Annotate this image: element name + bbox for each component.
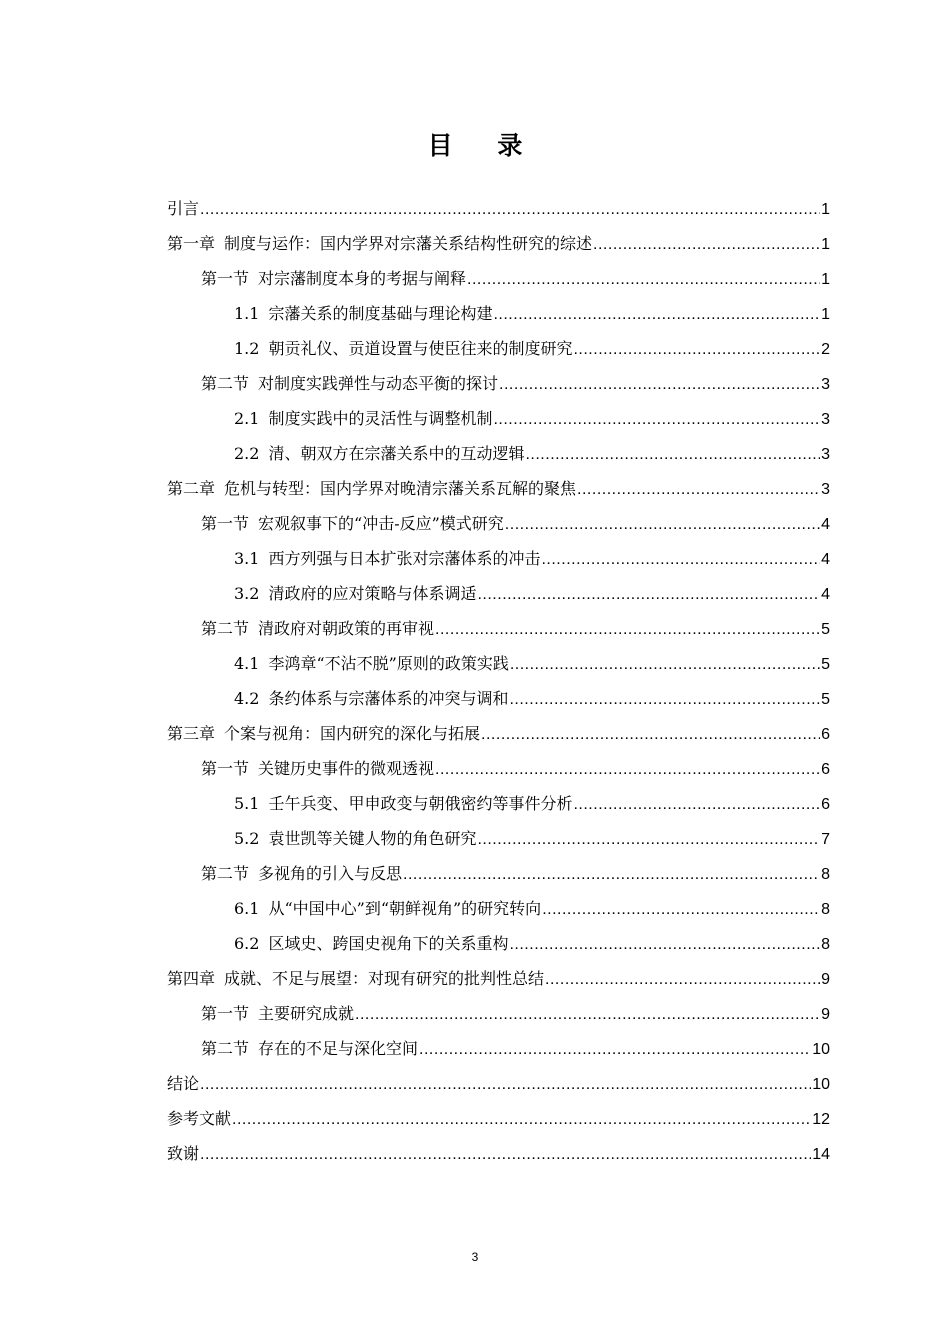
toc-entry[interactable]	[167, 611, 830, 646]
toc-entry-label: 从“中国中心”到“朝鲜视角”的研究转向	[268, 899, 542, 918]
toc-entry-number: 第一节	[201, 514, 250, 533]
toc-entry-label: 个案与视角：国内研究的深化与拓展	[224, 724, 481, 743]
toc-entry-page: 6	[821, 761, 830, 778]
dot-leader	[477, 822, 820, 857]
toc-entry-page: 8	[821, 866, 830, 883]
toc-entry-number: 6.2	[234, 934, 260, 953]
toc-entry-page: 9	[821, 971, 830, 988]
toc-entry-label: 多视角的引入与反思	[258, 864, 403, 883]
toc-entry-number: 第四章	[167, 969, 216, 988]
toc-entry-page: 10	[812, 1041, 830, 1058]
toc-entry-number: 4.1	[234, 654, 260, 673]
page-number: 3	[471, 1250, 479, 1264]
toc-entry-number: 第二章	[167, 479, 216, 498]
toc-entry[interactable]	[167, 226, 830, 261]
toc-entry-page: 1	[821, 201, 830, 218]
toc-entry-page: 9	[821, 1006, 830, 1023]
toc-entry-page: 1	[821, 271, 830, 288]
toc-entry[interactable]	[167, 366, 830, 401]
dot-leader	[541, 542, 820, 577]
toc-entry-page: 6	[821, 726, 830, 743]
toc-entry-label: 壬午兵变、甲申政变与朝俄密约等事件分析	[268, 794, 573, 813]
toc-entry-label: 清政府的应对策略与体系调适	[268, 584, 477, 603]
dot-leader	[593, 227, 820, 262]
toc-entry[interactable]	[167, 856, 830, 891]
toc-entry-number: 5.1	[234, 794, 260, 813]
toc-entry-number: 第三章	[167, 724, 216, 743]
toc-entry[interactable]	[167, 296, 830, 331]
toc-entry-page: 14	[812, 1146, 830, 1163]
toc-entry-page: 4	[821, 516, 830, 533]
dot-leader	[403, 857, 820, 892]
toc-entry[interactable]	[167, 681, 830, 716]
dot-leader	[509, 927, 820, 962]
toc-entry-page: 6	[821, 796, 830, 813]
toc-entry[interactable]	[167, 506, 830, 541]
toc-entry[interactable]	[167, 261, 830, 296]
toc-entry-page: 3	[821, 411, 830, 428]
toc-entry-number: 1.2	[234, 339, 260, 358]
toc-entry-label: 致谢	[167, 1144, 200, 1163]
toc-entry-label: 宗藩关系的制度基础与理论构建	[268, 304, 493, 323]
toc-entry-number: 第一节	[201, 759, 250, 778]
dot-leader	[200, 1137, 811, 1172]
toc-entry-number: 3.2	[234, 584, 260, 603]
toc-entry[interactable]	[167, 401, 830, 436]
toc-entry-page: 5	[821, 691, 830, 708]
toc-entry[interactable]	[167, 786, 830, 821]
toc-entry-page: 5	[821, 621, 830, 638]
dot-leader	[525, 437, 820, 472]
toc-entry-number: 第二节	[201, 374, 250, 393]
dot-leader	[542, 892, 820, 927]
dot-leader	[573, 787, 820, 822]
toc-entry-page: 3	[821, 481, 830, 498]
toc-entry-label: 区域史、跨国史视角下的关系重构	[268, 934, 509, 953]
toc-entry-number: 第一节	[201, 1004, 250, 1023]
dot-leader	[493, 402, 820, 437]
toc-entry[interactable]	[167, 436, 830, 471]
toc-entry-page: 8	[821, 936, 830, 953]
toc-entry-page: 5	[821, 656, 830, 673]
toc-entry[interactable]	[167, 1136, 830, 1171]
toc-entry[interactable]	[167, 716, 830, 751]
toc-entry-label: 结论	[167, 1074, 200, 1093]
toc-entry[interactable]	[167, 646, 830, 681]
toc-entry-label: 参考文献	[167, 1109, 232, 1128]
toc-entry-page: 7	[821, 831, 830, 848]
toc-entry-page: 3	[821, 376, 830, 393]
dot-leader	[435, 612, 820, 647]
table-of-contents	[167, 191, 830, 1171]
toc-entry-page: 1	[821, 236, 830, 253]
toc-entry-page: 4	[821, 586, 830, 603]
dot-leader	[200, 1067, 811, 1102]
toc-entry-label: 对宗藩制度本身的考据与阐释	[258, 269, 467, 288]
toc-entry-label: 关键历史事件的微观透视	[258, 759, 435, 778]
toc-entry-page: 4	[821, 551, 830, 568]
toc-entry-page: 12	[812, 1111, 830, 1128]
toc-entry-label: 宏观叙事下的“冲击-反应”模式研究	[258, 514, 504, 533]
toc-entry-label: 朝贡礼仪、贡道设置与使臣往来的制度研究	[268, 339, 573, 358]
dot-leader	[467, 262, 820, 297]
toc-entry-label: 危机与转型：国内学界对晚清宗藩关系瓦解的聚焦	[224, 479, 577, 498]
toc-entry[interactable]	[167, 1031, 830, 1066]
toc-entry-label: 对制度实践弹性与动态平衡的探讨	[258, 374, 499, 393]
toc-entry-label: 条约体系与宗藩体系的冲突与调和	[268, 689, 509, 708]
toc-entry-number: 5.2	[234, 829, 260, 848]
toc-entry-number: 4.2	[234, 689, 260, 708]
dot-leader	[200, 192, 820, 227]
dot-leader	[232, 1102, 811, 1137]
dot-leader	[355, 997, 820, 1032]
toc-entry[interactable]	[167, 891, 830, 926]
dot-leader	[510, 647, 820, 682]
dot-leader	[509, 682, 820, 717]
toc-entry-label: 袁世凯等关键人物的角色研究	[268, 829, 477, 848]
toc-entry-number: 2.2	[234, 444, 260, 463]
toc-entry[interactable]	[167, 821, 830, 856]
toc-entry-page: 2	[821, 341, 830, 358]
toc-entry[interactable]	[167, 331, 830, 366]
dot-leader	[435, 752, 820, 787]
toc-entry-label: 制度实践中的灵活性与调整机制	[268, 409, 493, 428]
dot-leader	[499, 367, 820, 402]
dot-leader	[505, 507, 820, 542]
toc-entry-number: 1.1	[234, 304, 260, 323]
toc-title: 目 录	[427, 131, 541, 160]
toc-entry-number: 3.1	[234, 549, 260, 568]
dot-leader	[477, 577, 820, 612]
dot-leader	[493, 297, 820, 332]
toc-entry[interactable]	[167, 1066, 830, 1101]
toc-entry-number: 2.1	[234, 409, 260, 428]
toc-entry-label: 李鸿章“不沾不脱”原则的政策实践	[268, 654, 509, 673]
toc-entry[interactable]	[167, 576, 830, 611]
toc-entry[interactable]	[167, 1101, 830, 1136]
toc-entry[interactable]	[167, 751, 830, 786]
toc-entry[interactable]	[167, 996, 830, 1031]
toc-entry-number: 第一节	[201, 269, 250, 288]
toc-entry[interactable]	[167, 961, 830, 996]
toc-entry-label: 成就、不足与展望：对现有研究的批判性总结	[224, 969, 545, 988]
dot-leader	[481, 717, 820, 752]
toc-entry-label: 存在的不足与深化空间	[258, 1039, 419, 1058]
toc-entry-label: 制度与运作：国内学界对宗藩关系结构性研究的综述	[224, 234, 593, 253]
toc-entry-number: 第二节	[201, 619, 250, 638]
toc-entry-page: 8	[821, 901, 830, 918]
toc-entry-page: 3	[821, 446, 830, 463]
toc-entry-number: 6.1	[234, 899, 260, 918]
toc-entry-label: 西方列强与日本扩张对宗藩体系的冲击	[268, 549, 541, 568]
toc-entry[interactable]	[167, 541, 830, 576]
toc-entry-label: 主要研究成就	[258, 1004, 355, 1023]
toc-entry-number: 第二节	[201, 864, 250, 883]
toc-entry-label: 清政府对朝政策的再审视	[258, 619, 435, 638]
toc-entry[interactable]	[167, 926, 830, 961]
toc-entry[interactable]	[167, 471, 830, 506]
dot-leader	[577, 472, 820, 507]
toc-entry-page: 10	[812, 1076, 830, 1093]
toc-entry-label: 引言	[167, 199, 200, 218]
toc-entry-label: 清、朝双方在宗藩关系中的互动逻辑	[268, 444, 525, 463]
dot-leader	[419, 1032, 811, 1067]
toc-entry-number: 第一章	[167, 234, 216, 253]
dot-leader	[545, 962, 820, 997]
dot-leader	[573, 332, 820, 367]
toc-entry-number: 第二节	[201, 1039, 250, 1058]
toc-entry[interactable]	[167, 191, 830, 226]
toc-entry-page: 1	[821, 306, 830, 323]
